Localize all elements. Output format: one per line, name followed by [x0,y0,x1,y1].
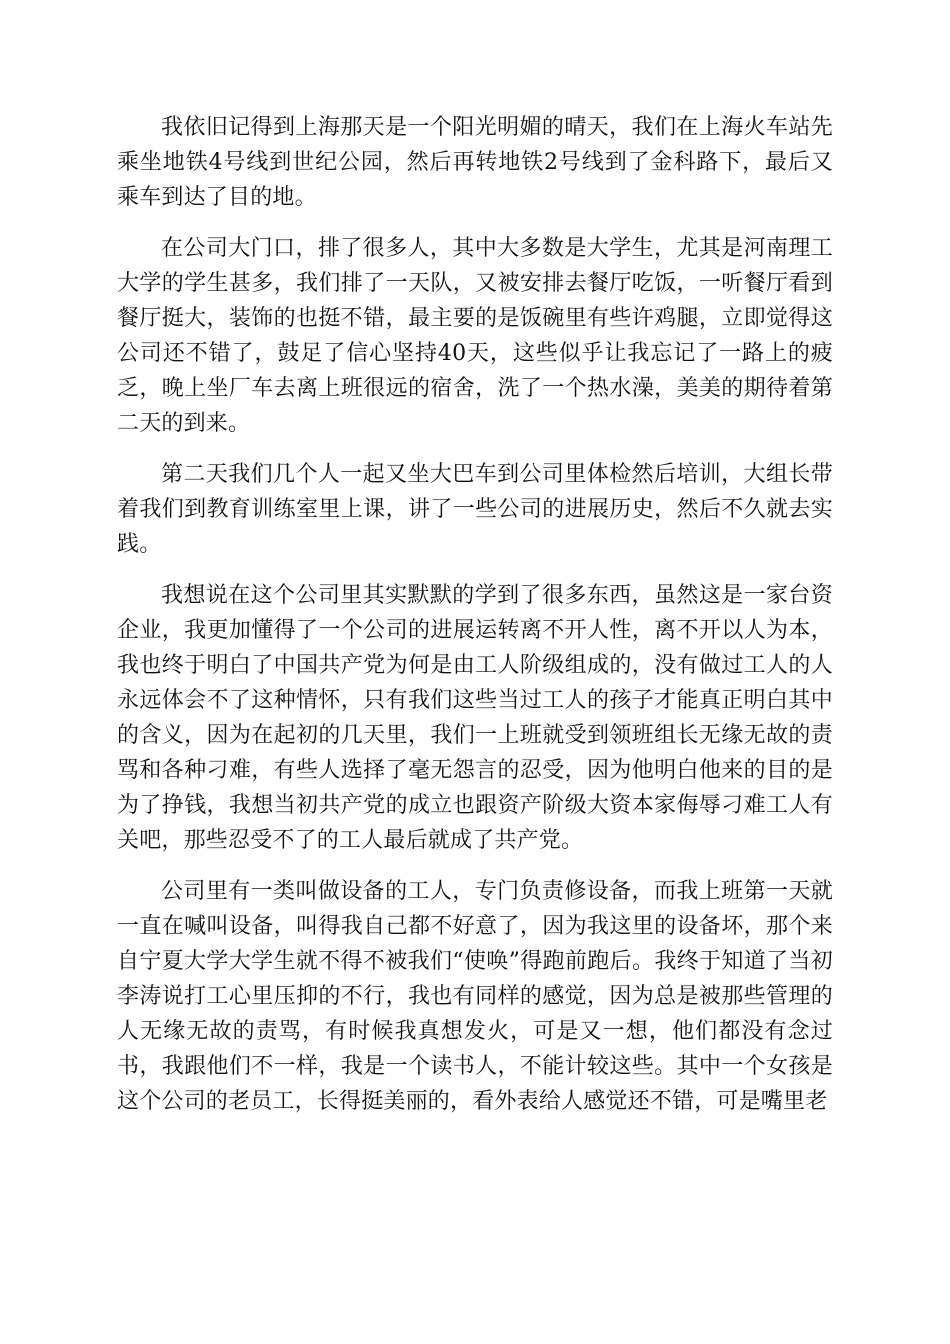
paragraph-5: 公司里有一类叫做设备的工人，专门负责修设备，而我上班第一天就一直在喊叫设备，叫得我自己都不好意了，因为我这里的设备坏，那个来自宁夏大学大学生就不得不被我们“使唤”得跑前跑后。我终于知道了当初李涛说打工心里压抑的不行，我也有同样的感觉，因为总是被那些管理的人无缘无故的责骂，有时候我真想发火，可是又一想，他们都没有念过书，我跟他们不一样，我是一个读书人，不能计较这些。其中一个女孩是这个公司的老员工，长得挺美丽的，看外表给人感觉还不错，可是嘴里老 [117,879,833,1114]
paragraph-3: 第二天我们几个人一起又坐大巴车到公司里体检然后培训，大组长带着我们到教育训练室里上课，讲了一些公司的进展历史，然后不久就去实践。 [117,462,833,557]
paragraph-4: 我想说在这个公司里其实默默的学到了很多东西，虽然这是一家台资企业，我更加懂得了一个公司的进展运转离不开人性，离不开以人为本，我也终于明白了中国共产党为何是由工人阶级组成的，没有做过工人的人永远体会不了这种情怀，只有我们这些当过工人的孩子才能真正明白其中的含义，因为在起初的几天里，我们一上班就受到领班组长无缘无故的责骂和各种刁难，有些人选择了毫无怨言的忍受，因为他明白他来的目的是为了挣钱，我想当初共产党的成立也跟资产阶级大资本家侮辱刁难工人有关吧，那些忍受不了的工人最后就成了共产党。 [117,583,833,853]
paragraph-1: 我依旧记得到上海那天是一个阳光明媚的晴天，我们在上海火车站先乘坐地铁4号线到世纪公园，然后再转地铁2号线到了金科路下，最后又乘车到达了目的地。 [117,115,833,210]
paragraph-2: 在公司大门口，排了很多人，其中大多数是大学生，尤其是河南理工大学的学生甚多，我们排了一天队，又被安排去餐厅吃饭，一听餐厅看到餐厅挺大，装饰的也挺不错，最主要的是饭碗里有些许鸡腿，立即觉得这公司还不错了，鼓足了信心坚持40天，这些似乎让我忘记了一路上的疲乏，晚上坐厂车去离上班很远的宿舍，洗了一个热水澡，美美的期待着第二天的到来。 [117,236,833,436]
document-body [117,110,833,1135]
